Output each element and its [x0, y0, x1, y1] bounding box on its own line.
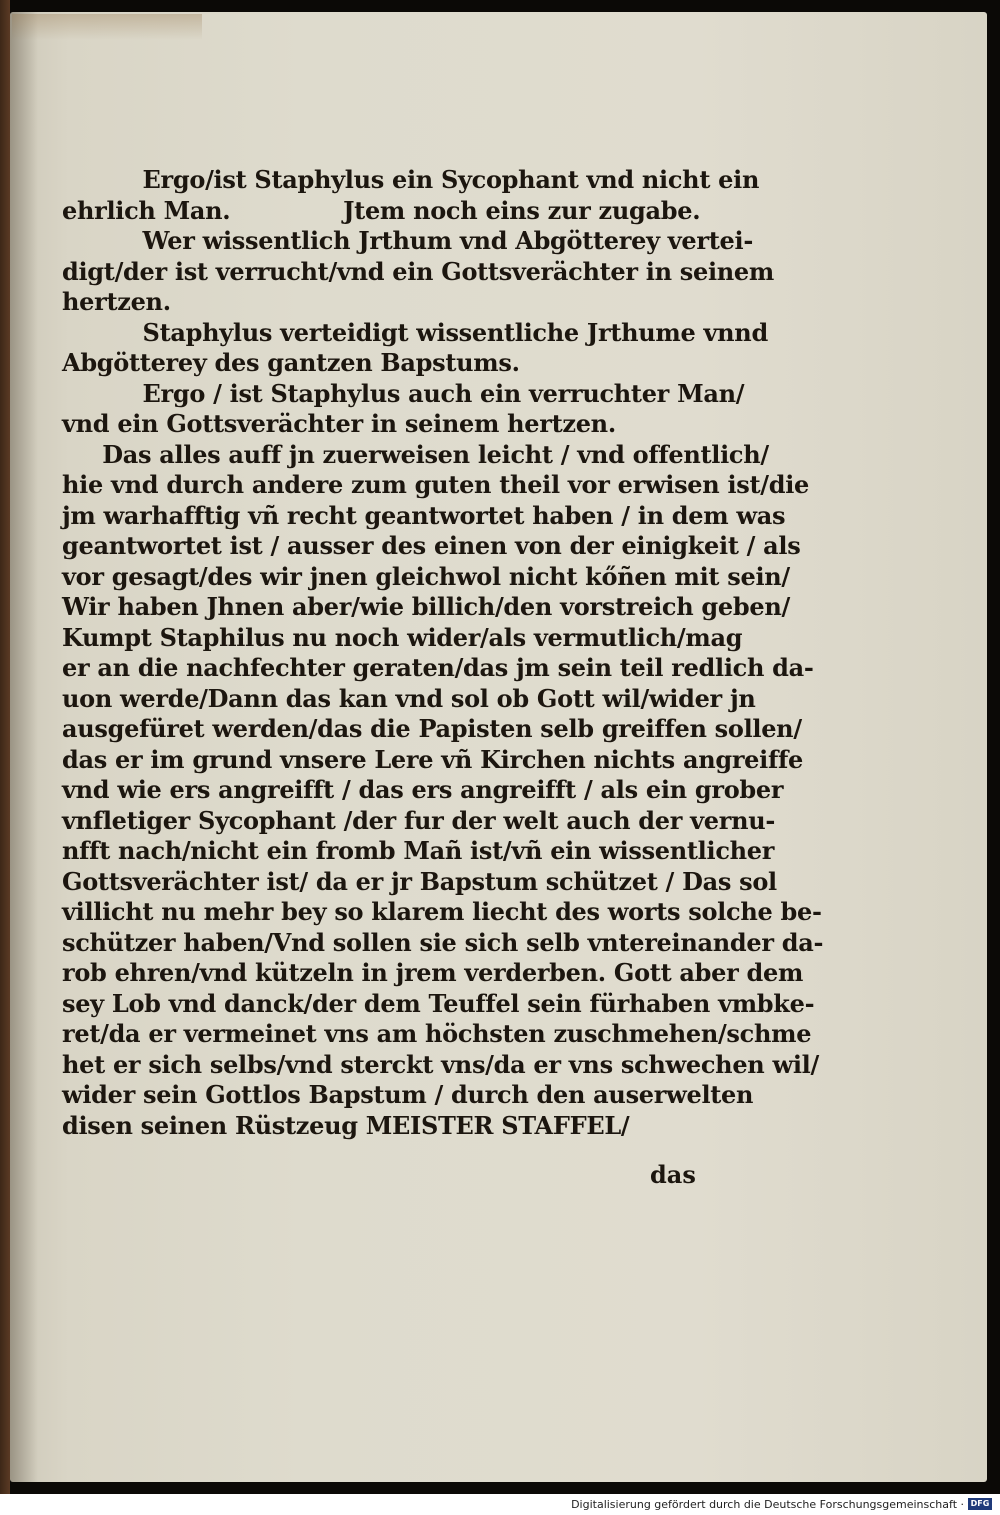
text-line: Gottsverächter ist/ da er jr Bapstum schützet / Das sol: [62, 866, 777, 896]
text-line: villicht nu mehr bey so klarem liecht des worts solche be-: [62, 897, 822, 926]
text-line: disen seinen Rüstzeug MEISTER STAFFEL/: [62, 1110, 630, 1140]
text-line: sey Lob vnd danck/der dem Teuffel sein fürhaben vmbke-: [62, 988, 815, 1018]
text-line: vor gesagt/des wir jnen gleichwol nicht kőñen mit sein/: [62, 561, 790, 591]
footer-bar: [0, 1494, 1000, 1515]
text-line: jm warhafftig vñ recht geantwortet haben / in dem was: [62, 500, 786, 530]
page-stain: [12, 14, 202, 40]
book-spine: [0, 0, 10, 1494]
footer-credit: Digitalisierung gefördert durch die Deutsche Forschungsgemeinschaft ·: [571, 1498, 964, 1511]
dfg-logo: DFG: [968, 1498, 992, 1510]
text-line: digt/der ist verrucht/vnd ein Gottsverächter in seinem: [62, 256, 774, 286]
text-line: geantwortet ist / ausser des einen von der einigkeit / als: [62, 531, 801, 560]
text-line: Wir haben Jhnen aber/wie billich/den vorstreich geben/: [62, 592, 790, 621]
catchword: das: [650, 1160, 696, 1189]
text-line: das er im grund vnsere Lere vñ Kirchen nichts angreiffe: [62, 744, 803, 774]
text-line: vnfletiger Sycophant /der fur der welt auch der vernu-: [62, 805, 776, 835]
text-line: hertzen.: [62, 287, 171, 316]
text-line: nfft nach/nicht ein fromb Mañ ist/vñ ein wissentlicher: [62, 836, 775, 865]
text-line: Staphylus verteidigt wissentliche Jrthume vnnd: [62, 317, 768, 347]
text-line: uon werde/Dann das kan vnd sol ob Gott wil/wider jn: [62, 683, 756, 713]
text-line: wider sein Gottlos Bapstum / durch den auserwelten: [62, 1080, 754, 1109]
text-line: Ergo/ist Staphylus ein Sycophant vnd nicht ein: [62, 165, 760, 194]
text-line: Abgötterey des gantzen Bapstums.: [62, 348, 520, 377]
text-line: rob ehren/vnd kützeln in jrem verderben. Gott aber dem: [62, 958, 804, 987]
text-line: ret/da er vermeinet vns am höchsten zuschmehen/schme: [62, 1019, 812, 1048]
text-line: vnd ein Gottsverächter in seinem hertzen.: [62, 409, 616, 438]
text-line: het er sich selbs/vnd sterckt vns/da er vns schwechen wil/: [62, 1049, 819, 1079]
text-line: er an die nachfechter geraten/das jm sein teil redlich da-: [62, 653, 814, 682]
page-gutter-shadow: [10, 12, 38, 1482]
text-line: Wer wissentlich Jrthum vnd Abgötterey vertei-: [62, 226, 753, 255]
text-line: hie vnd durch andere zum guten theil vor erwisen ist/die: [62, 470, 810, 499]
body-text: [62, 165, 824, 1141]
text-line: vnd wie ers angreifft / das ers angreifft / als ein grober: [62, 775, 784, 804]
text-line: Ergo / ist Staphylus auch ein verruchter Man/: [62, 378, 745, 408]
text-line: ausgefüret werden/das die Papisten selb greiffen sollen/: [62, 714, 802, 743]
text-line: Das alles auff jn zuerweisen leicht / vnd offentlich/: [62, 439, 769, 469]
text-line: Kumpt Staphilus nu noch wider/als vermutlich/mag: [62, 622, 743, 652]
text-line: ehrlich Man. Jtem noch eins zur zugabe.: [62, 195, 701, 225]
text-line: schützer haben/Vnd sollen sie sich selb vntereinander da-: [62, 927, 824, 957]
